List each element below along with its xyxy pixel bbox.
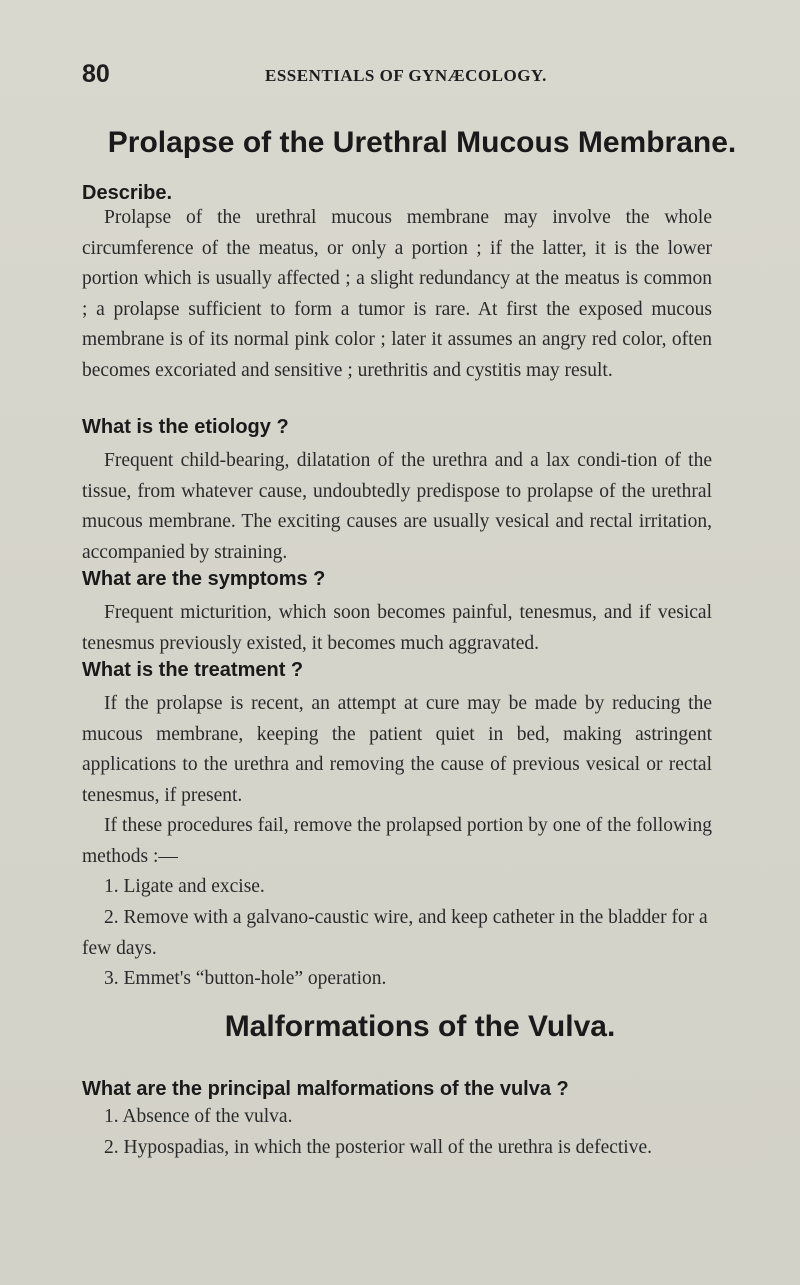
section-title-urethral-prolapse: Prolapse of the Urethral Mucous Membrane. <box>107 126 737 159</box>
method-item: 2. Remove with a galvano-caustic wire, and keep catheter in the bladder for a few days. <box>82 907 708 959</box>
answer-treatment-1: If the prolapse is recent, an attempt at cure may be made by reducing the mucous membrane, keeping the patient quiet in bed, making astringent applications to the urethra and removing the cause of previous vesical or rectal tenesmus, if present. <box>82 693 712 806</box>
question-etiology: What is the etiology ? <box>82 416 289 438</box>
malformation-item: 2. Hypospadias, in which the posterior wall of the urethra is defective. <box>104 1137 653 1158</box>
section-title-vulva-malformations: Malformations of the Vulva. <box>224 1010 616 1043</box>
question-malformations: What are the principal malformations of the vulva ? <box>82 1078 569 1100</box>
answer-describe: Prolapse of the urethral mucous membrane may involve the whole circumference of the meatus, or only a portion ; if the latter, it is the lower portion which is usually affected ; a slight redundancy at the meatus is common ; a prolapse sufficient to form a tumor is rare. At first the exposed mucous membrane is of its normal pink color ; later it assumes an angry red color, often becomes excoriated and sensitive ; urethritis and cystitis may result. <box>82 207 712 381</box>
question-symptoms: What are the symptoms ? <box>82 568 326 590</box>
page-number: 80 <box>82 60 110 88</box>
malformation-item: 1. Absence of the vulva. <box>104 1106 293 1127</box>
question-describe: Describe. <box>82 182 173 204</box>
method-item: 3. Emmet's “button-hole” operation. <box>104 968 387 989</box>
answer-etiology: Frequent child-bearing, dilatation of the urethra and a lax condi-tion of the tissue, from whatever cause, undoubtedly predispose to prolapse of the urethral mucous membrane. The exciting causes are usually vesical and rectal irritation, accompanied by straining. <box>82 450 712 563</box>
method-item: 1. Ligate and excise. <box>104 876 265 897</box>
answer-symptoms: Frequent micturition, which soon becomes painful, tenesmus, and if vesical tenesmus previously existed, it becomes much aggravated. <box>82 602 712 654</box>
running-title: ESSENTIALS OF GYNÆCOLOGY. <box>265 66 547 85</box>
running-header <box>82 60 722 92</box>
answer-treatment-2: If these procedures fail, remove the prolapsed portion by one of the following methods :— <box>82 815 712 867</box>
question-treatment: What is the treatment ? <box>82 659 304 681</box>
